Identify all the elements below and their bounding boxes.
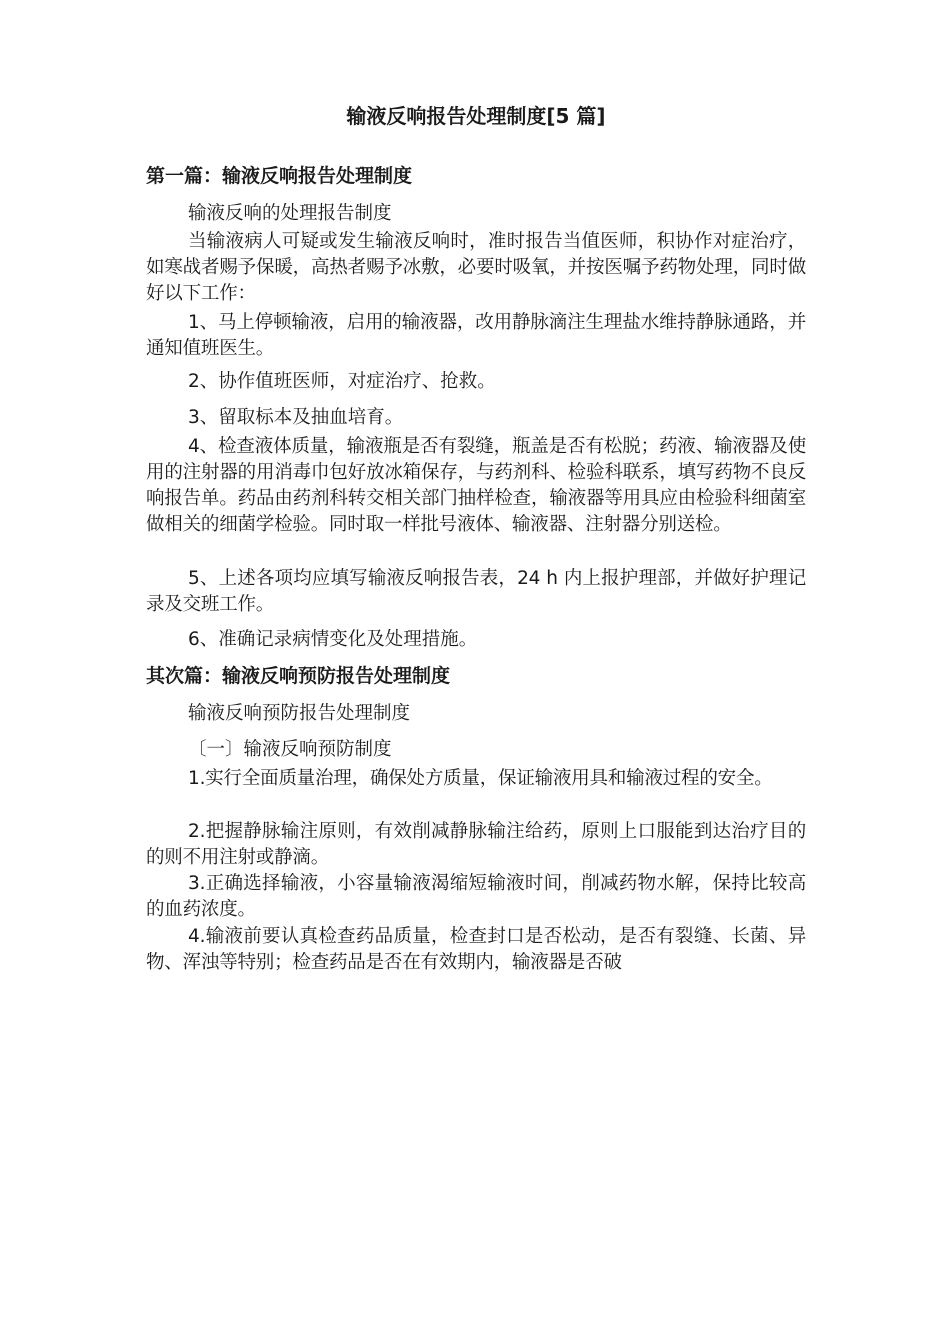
section-1-item-3: 3、留取标本及抽血培育。: [188, 407, 404, 428]
section-2-subtitle: 输液反响预防报告处理制度: [188, 703, 411, 724]
section-2-subheading: 〔一〕输液反响预防制度: [188, 739, 392, 760]
section-1-heading: 第一篇：输液反响报告处理制度: [146, 165, 413, 187]
section-1-subtitle: 输液反响的处理报告制度: [188, 203, 392, 224]
section-2-item-1: 1.实行全面质量治理，确保处方质量，保证输液用具和输液过程的安全。: [188, 768, 773, 789]
section-1-item-4: 4、检查液体质量，输液瓶是否有裂缝，瓶盖是否有松脱；药液、输液器及使用的注射器的用消毒巾包好放冰箱保存，与药剂科、检验科联系，填写药物不良反响报告单。药品由药剂科转交相关部门抽样检查，输液器等用具应由检验科细菌室做相关的细菌学检验。同时取一样批号液体、输液器、注射器分别送检。: [146, 436, 806, 535]
document-title: 输液反响报告处理制度[5 篇]: [346, 104, 606, 128]
section-1-intro: 当输液病人可疑或发生输液反响时，准时报告当值医师，积协作对症治疗，如寒战者赐予保暖，高热者赐予冰敷，必要时吸氧，并按医嘱予药物处理，同时做好以下工作：: [146, 231, 806, 304]
section-1-item-6: 6、准确记录病情变化及处理措施。: [188, 629, 478, 650]
section-1-item-1: 1、马上停顿输液，启用的输液器，改用静脉滴注生理盐水维持静脉通路，并通知值班医生。: [146, 312, 806, 359]
section-2-item-3: 3.正确选择输液，小容量输液渴缩短输液时间，削减药物水解，保持比较高的血药浓度。: [146, 873, 806, 920]
section-2-heading: 其次篇：输液反响预防报告处理制度: [146, 665, 451, 687]
section-1-item-5: 5、上述各项均应填写输液反响报告表，24 h 内上报护理部，并做好护理记录及交班工作。: [146, 568, 806, 615]
section-1-item-2: 2、协作值班医师，对症治疗、抢救。: [188, 371, 496, 392]
section-2-item-2: 2.把握静脉输注原则，有效削减静脉输注给药，原则上口服能到达治疗目的的则不用注射或静滴。: [146, 821, 806, 868]
section-2-item-4: 4.输液前要认真检查药品质量，检查封口是否松动，是否有裂缝、长菌、异物、浑浊等特别；检查药品是否在有效期内，输液器是否破: [146, 926, 806, 973]
